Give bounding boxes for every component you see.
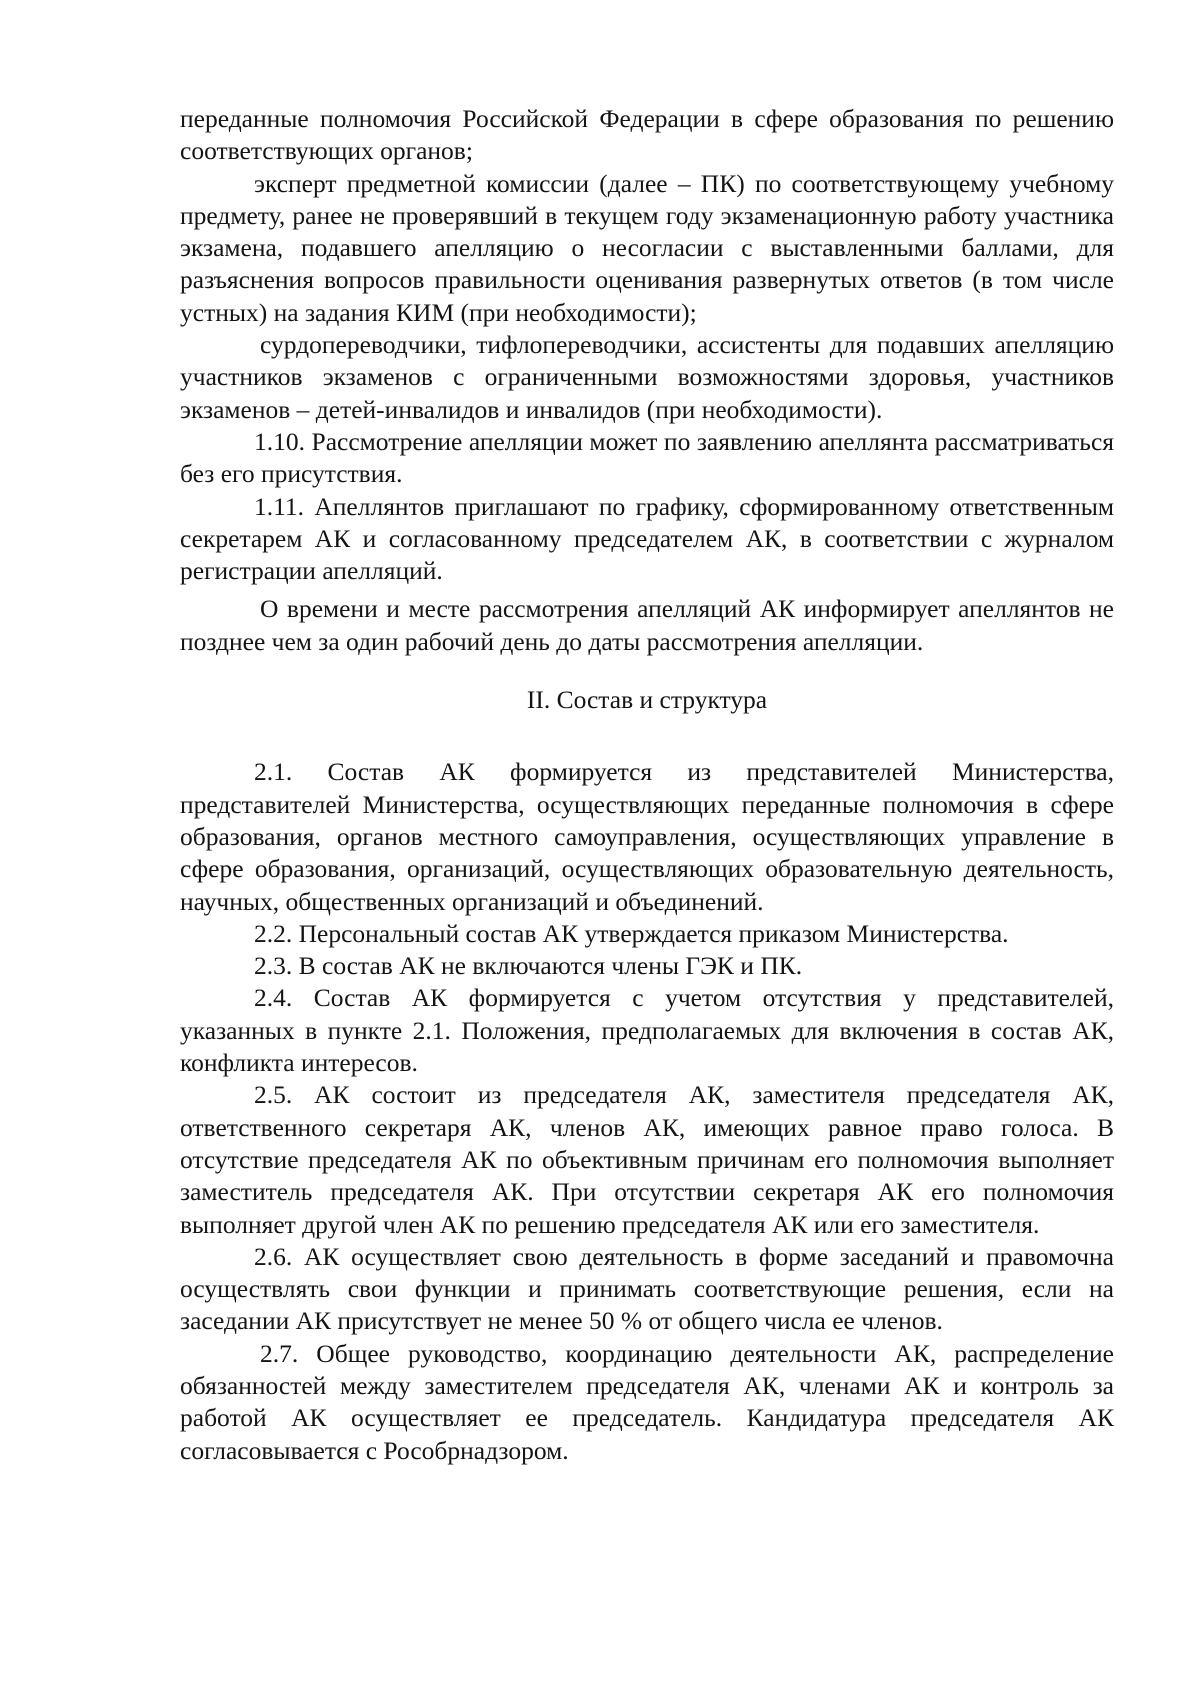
- paragraph-1-11: 1.11. Апеллянтов приглашают по графику, сформированному ответственным секретарем АК и согласованному председателем АК, в соответствии с журналом регистрации апелляций.: [180, 491, 1114, 586]
- paragraph-federal-powers: переданные полномочия Российской Федерации в сфере образования по решению соответствующих органов;: [180, 104, 1114, 166]
- document-body: [180, 103, 1114, 1467]
- paragraph-interpreters: сурдопереводчики, тифлопереводчики, ассистенты для подавших апелляцию участников экзаменов с ограниченными возможностями здоровья, участников экзаменов – детей-инвалидов и инвалидов (при необходимости).: [180, 330, 1114, 424]
- paragraph-2-2: 2.2. Персональный состав АК утверждается приказом Министерства.: [254, 918, 1009, 948]
- paragraph-2-4: 2.4. Состав АК формируется с учетом отсутствия у представителей, указанных в пункте 2.1. Положения, предполагаемых для включения в состав АК, конфликта интересов.: [180, 983, 1114, 1078]
- section-heading: II. Состав и структура: [526, 685, 768, 715]
- paragraph-2-7: 2.7. Общее руководство, координацию деятельности АК, распределение обязанностей между заместителем председателя АК, членами АК и контроль за работой АК осуществляет ее председатель. Кандидатура председателя АК согласовывается с Рособрнадзором.: [180, 1338, 1114, 1465]
- paragraph-subject-expert: эксперт предметной комиссии (далее – ПК) по соответствующему учебному предмету, ранее не проверявший в текущем году экзаменационную работу участника экзамена, подавшего апелляцию о несогласии с выставленными баллами, для разъяснения вопросов правильности оценивания развернутых ответов (в том числе устных) на задания КИМ (при необходимости);: [180, 168, 1114, 327]
- paragraph-2-3: 2.3. В состав АК не включаются члены ГЭК и ПК.: [254, 951, 803, 981]
- paragraph-2-1: 2.1. Состав АК формируется из представителей Министерства, представителей Министерства, осуществляющих переданные полномочия в сфере образования, органов местного самоуправления, осуществляющих управление в сфере образования, организаций, осуществляющих образовательную деятельность, научных, общественных организаций и объединений.: [180, 757, 1114, 916]
- paragraph-1-10: 1.10. Рассмотрение апелляции может по заявлению апеллянта рассматриваться без его присутствия.: [180, 426, 1114, 489]
- paragraph-notification: О времени и месте рассмотрения апелляций АК информирует апеллянтов не позднее чем за один рабочий день до даты рассмотрения апелляции.: [180, 594, 1114, 656]
- paragraph-2-6: 2.6. АК осуществляет свою деятельность в форме заседаний и правомочна осуществлять свои функции и принимать соответствующие решения, если на заседании АК присутствует не менее 50 % от общего числа ее членов.: [180, 1241, 1114, 1336]
- paragraph-2-5: 2.5. АК состоит из председателя АК, заместителя председателя АК, ответственного секретаря АК, членов АК, имеющих равное право голоса. В отсутствие председателя АК по объективным причинам его полномочия выполняет заместитель председателя АК. При отсутствии секретаря АК его полномочия выполняет другой член АК по решению председателя АК или его заместителя.: [180, 1080, 1114, 1239]
